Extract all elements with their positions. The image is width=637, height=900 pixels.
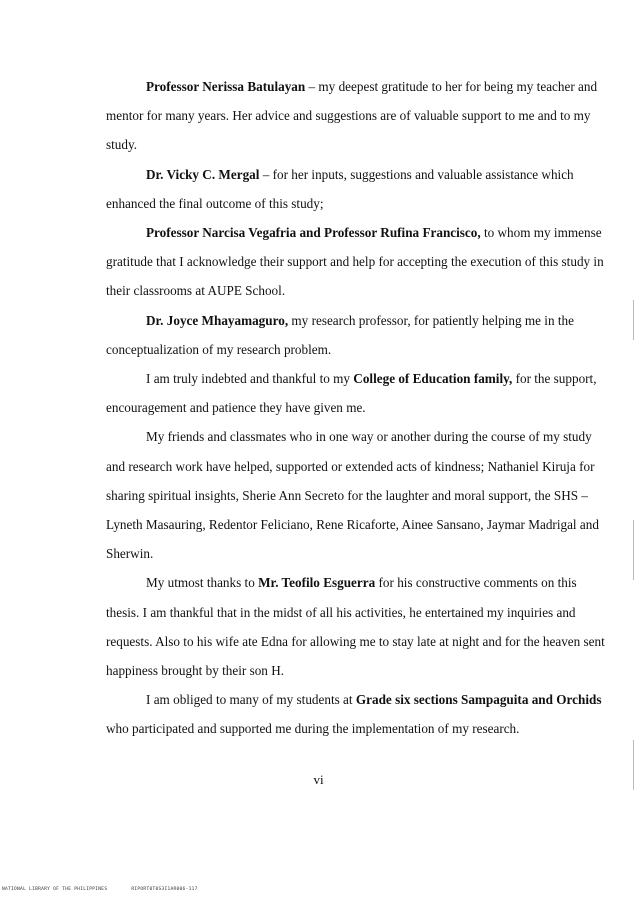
- text-esguerra: for his constructive comments on this thesis. I am thankful that in the midst of all his activities, he entertained my inquiries and requests. Also to his wife ate Edna for allowing me to stay late at night and for the heaven sent happiness brought by their son H.: [106, 575, 605, 679]
- pre-students: I am obliged to many of my students at: [146, 692, 356, 708]
- paragraph-friends: [106, 422, 606, 568]
- scan-edge-mark: [633, 740, 634, 790]
- paragraph-college-family: [106, 364, 606, 422]
- pre-college-family: I am truly indebted and thankful to my: [146, 371, 354, 387]
- paragraph-mergal: [106, 160, 606, 218]
- text-mergal: – for her inputs, suggestions and valuable assistance which enhanced the final outcome of this study;: [106, 166, 574, 211]
- text-vegafria-francisco: to whom my immense gratitude that I acknowledge their support and help for accepting the execution of this study in their classrooms at AUPE School.: [106, 225, 604, 299]
- scan-edge-mark: [633, 520, 634, 580]
- name-esguerra: Mr. Teofilo Esguerra: [258, 575, 376, 591]
- paragraph-esguerra: [106, 568, 606, 685]
- name-college-family: College of Education family,: [353, 371, 513, 387]
- paragraph-vegafria-francisco: [106, 218, 606, 306]
- page-number: vi: [313, 772, 324, 787]
- text-batulayan: – my deepest gratitude to her for being my teacher and mentor for many years. Her advice and suggestions are of valuable support to me and to my study.: [106, 79, 598, 153]
- scan-edge-mark: [633, 300, 634, 340]
- name-batulayan: Professor Nerissa Batulayan: [146, 79, 306, 94]
- text-friends: My friends and classmates who in one way or another during the course of my study and research work have helped, supported or extended acts of kindness; Nathaniel Kiruja for sharing spiritual insights, Sherie Ann Secreto for the laughter and moral support, the SHS – Lyneth Masauring, Redentor Feliciano, Rene Ricaforte, Ainee Sansano, Jaymar Madrigal and Sherwin.: [106, 429, 599, 562]
- paragraph-students: [106, 685, 606, 743]
- name-vegafria-francisco: Professor Narcisa Vegafria and Professor Rufina Francisco,: [146, 225, 481, 241]
- paragraph-mhayamaguro: [106, 306, 606, 364]
- name-mhayamaguro: Dr. Joyce Mhayamaguro,: [146, 312, 289, 328]
- name-students: Grade six sections Sampaguita and Orchids: [355, 692, 602, 708]
- name-mergal: Dr. Vicky C. Mergal: [146, 166, 260, 182]
- text-mhayamaguro: my research professor, for patiently helping me in the conceptualization of my research problem.: [106, 312, 574, 357]
- pre-esguerra: My utmost thanks to: [146, 575, 259, 591]
- text-college-family: for the support, encouragement and patience they have given me.: [106, 371, 597, 416]
- text-students: who participated and supported me during the implementation of my research.: [106, 721, 520, 737]
- paragraph-batulayan: [106, 72, 606, 160]
- library-stamp: NATIONAL LIBRARY OF THE PHILIPPINES RIPORT0T0S3I1AR006-117: [2, 887, 198, 892]
- acknowledgment-text: [106, 72, 606, 744]
